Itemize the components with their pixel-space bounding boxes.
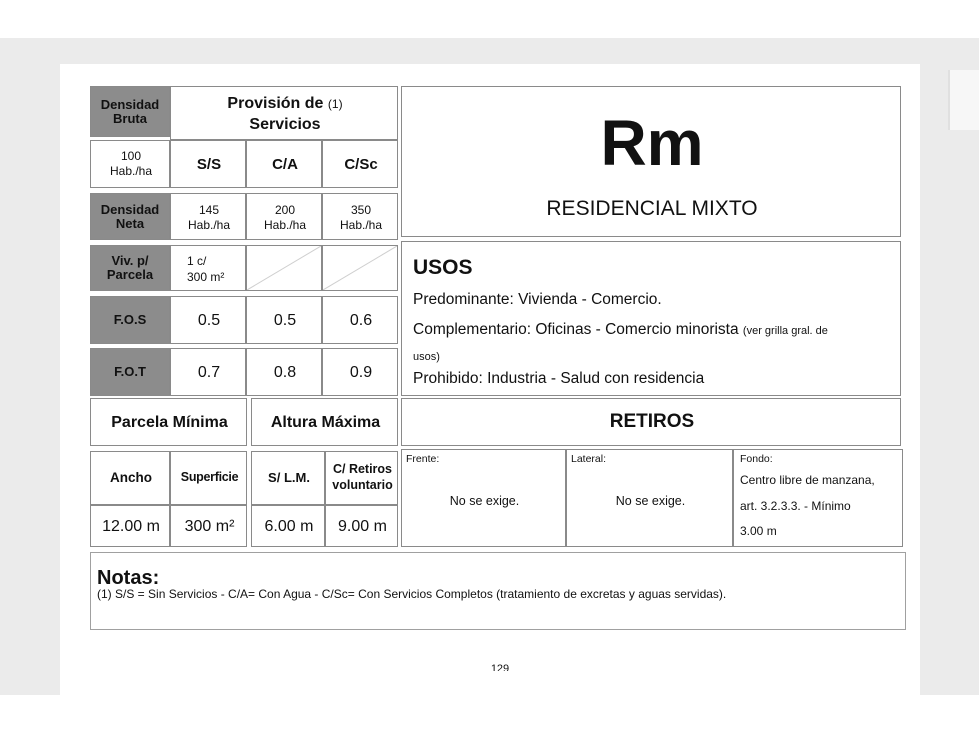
densidad-bruta-label: Densidad Bruta [90,86,170,137]
notas-text: (1) S/S = Sin Servicios - C/A= Con Agua - C/Sc= Con Servicios Completos (tratamiento de excretas y aguas servidas). [97,587,727,601]
fos-csc: 0.6 [322,296,398,344]
altura-slm-value: 6.00 m [251,505,325,547]
altura-maxima-header: Altura Máxima [251,398,398,446]
altura-slm-header: S/ L.M. [251,451,325,505]
provision-servicios-header [170,86,398,140]
zone-name: RESIDENCIAL MIXTO [546,197,758,220]
retiros-lateral: Lateral: No se exige. [566,449,733,547]
densidad-bruta-value: 100 Hab./ha [90,140,170,188]
column-header-csc: C/Sc [322,140,398,188]
notas-block [90,552,906,630]
parcela-ancho-header: Ancho [90,451,170,505]
densidad-neta-ss: 145 Hab./ha [170,193,246,240]
usos-predominante: Predominante: Vivienda - Comercio. [413,291,662,308]
retiros-header: RETIROS [401,398,901,446]
densidad-neta-ca: 200 Hab./ha [246,193,322,240]
densidad-neta-label: Densidad Neta [90,193,170,240]
parcela-superficie-value: 300 m² [170,505,247,547]
fos-label: F.O.S [90,296,170,344]
provision-title-line-2: Servicios [249,116,321,133]
parcela-minima-header: Parcela Mínima [90,398,247,446]
zone-code: Rm [600,107,704,179]
altura-retiros-value: 9.00 m [325,505,398,547]
usos-title: USOS [413,256,473,279]
retiros-fondo: Fondo: Centro libre de manzana, art. 3.2.3.3. - Mínimo 3.00 m [733,449,903,547]
column-header-ss: S/S [170,140,246,188]
fos-ss: 0.5 [170,296,246,344]
viv-parcela-value: 1 c/ 300 m² [170,245,246,291]
fot-ca: 0.8 [246,348,322,396]
notas-title: Notas: [97,567,160,589]
page-number: 129 [490,663,510,671]
altura-retiros-header: C/ Retiros voluntario [325,451,398,505]
parcela-ancho-value: 12.00 m [90,505,170,547]
fos-ca: 0.5 [246,296,322,344]
usos-complementario-note-end: usos) [413,351,440,363]
usos-complementario-note: (ver grilla gral. de [742,325,828,337]
provision-title: Provisión de [227,95,324,112]
usos-complementario: Complementario: Oficinas - Comercio minorista (ver grilla gral. de [413,321,828,338]
empty-cell-diagonal [323,246,397,290]
parcela-superficie-header: Superficie [170,451,247,505]
viv-parcela-label: Viv. p/ Parcela [90,245,170,291]
fot-ss: 0.7 [170,348,246,396]
viv-parcela-csc-empty [322,245,398,291]
fot-csc: 0.9 [322,348,398,396]
column-header-ca: C/A [246,140,322,188]
zone-title-block [401,86,901,237]
retiros-frente: Frente: No se exige. [401,449,566,547]
fot-label: F.O.T [90,348,170,396]
usos-block [401,241,901,396]
densidad-neta-csc: 350 Hab./ha [322,193,398,240]
provision-footnote-ref: (1) [327,97,343,111]
usos-prohibido: Prohibido: Industria - Salud con residencia [413,370,705,387]
viv-parcela-ca-empty [246,245,322,291]
empty-cell-diagonal [247,246,321,290]
